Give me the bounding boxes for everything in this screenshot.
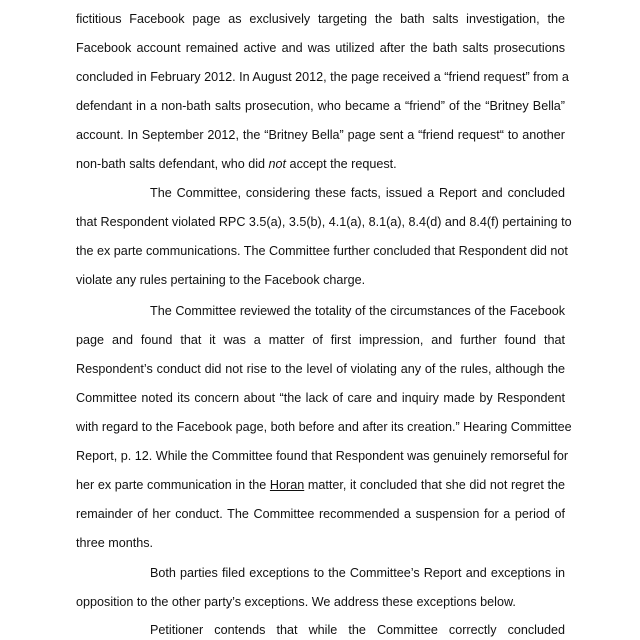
text-line: Facebook account remained active and was utilized after the bath salts prosecutions xyxy=(76,41,565,55)
text-line xyxy=(76,154,565,174)
text-line: with regard to the Facebook page, both before and after its creation.” Hearing Committee xyxy=(76,420,572,434)
text-line: Respondent’s conduct did not rise to the level of violating any of the rules, although the xyxy=(76,362,565,376)
text-line: Committee noted its concern about “the lack of care and inquiry made by Respondent xyxy=(76,391,565,405)
paragraph-first-line: The Committee reviewed the totality of the circumstances of the Facebook xyxy=(150,304,565,318)
text-run: matter, it concluded that she did not regret the xyxy=(304,478,565,492)
text-line: that Respondent violated RPC 3.5(a), 3.5(b), 4.1(a), 8.1(a), 8.4(d) and 8.4(f) pertaining to xyxy=(76,215,572,229)
text-run: accept the request. xyxy=(286,157,397,171)
text-line: account. In September 2012, the “Britney Bella” page sent a “friend request“ to another xyxy=(76,128,565,142)
text-line: violate any rules pertaining to the Facebook charge. xyxy=(76,273,366,287)
text-line: opposition to the other party’s exceptions. We address these exceptions below. xyxy=(76,595,516,609)
text-line: defendant in a non-bath salts prosecution, who became a “friend” of the “Britney Bella” xyxy=(76,99,565,113)
case-name-horan: Horan xyxy=(269,478,305,492)
text-line: three months. xyxy=(76,536,154,550)
text-run: non-bath salts defendant, who did xyxy=(76,157,269,171)
text-line: Report, p. 12. While the Committee found that Respondent was genuinely remorseful for xyxy=(76,449,569,463)
paragraph-first-line: Both parties filed exceptions to the Committee’s Report and exceptions in xyxy=(150,566,565,580)
text-line: remainder of her conduct. The Committee recommended a suspension for a period of xyxy=(76,507,565,521)
paragraph-first-line: The Committee, considering these facts, issued a Report and concluded xyxy=(150,186,565,200)
text-run: her ex parte communication in the xyxy=(76,478,270,492)
emphasized-word: not xyxy=(268,157,287,171)
text-line: fictitious Facebook page as exclusively targeting the bath salts investigation, the xyxy=(76,12,565,26)
paragraph-first-line: Petitioner contends that while the Committee correctly concluded xyxy=(150,623,565,637)
text-line: concluded in February 2012. In August 2012, the page received a “friend request” from a xyxy=(76,70,569,84)
text-line xyxy=(76,475,565,495)
text-line: page and found that it was a matter of first impression, and further found that xyxy=(76,333,565,347)
text-line: the ex parte communications. The Committee further concluded that Respondent did not xyxy=(76,244,568,258)
